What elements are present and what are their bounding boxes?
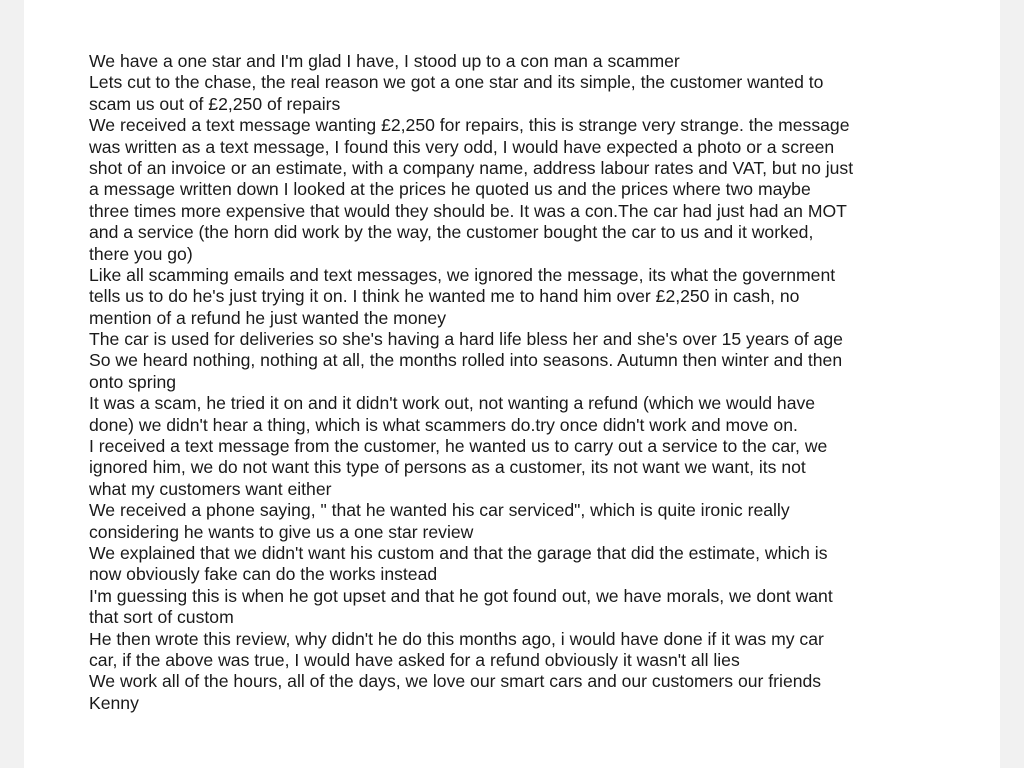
text-line: Lets cut to the chase, the real reason we got a one star and its simple, the customer wanted to: [89, 72, 824, 93]
review-response-text: [89, 51, 969, 714]
text-line: It was a scam, he tried it on and it didn't work out, not wanting a refund (which we would have: [89, 393, 816, 414]
text-line: I'm guessing this is when he got upset and that he got found out, we have morals, we dont want: [89, 585, 833, 606]
text-line: what my customers want either: [89, 478, 332, 499]
text-line: We received a phone saying, " that he wanted his car serviced", which is quite ironic really: [89, 500, 790, 521]
text-line: a message written down I looked at the prices he quoted us and the prices where two maybe: [89, 179, 811, 200]
text-line: mention of a refund he just wanted the money: [89, 307, 446, 328]
text-line: onto spring: [89, 371, 177, 392]
text-line: We explained that we didn't want his custom and that the garage that did the estimate, which is: [89, 542, 828, 563]
text-line: We have a one star and I'm glad I have, I stood up to a con man a scammer: [89, 51, 680, 71]
text-line: done) we didn't hear a thing, which is what scammers do.try once didn't work and move on.: [89, 414, 798, 435]
text-line: ignored him, we do not want this type of persons as a customer, its not want we want, its not: [89, 457, 806, 478]
text-line: there you go): [89, 243, 193, 264]
text-line: was written as a text message, I found this very odd, I would have expected a photo or a screen: [89, 136, 835, 157]
text-line: now obviously fake can do the works instead: [89, 564, 438, 585]
text-line: car, if the above was true, I would have asked for a refund obviously it wasn't all lies: [89, 649, 740, 670]
text-line: He then wrote this review, why didn't he do this months ago, i would have done if it was my car: [89, 628, 824, 649]
text-line: considering he wants to give us a one star review: [89, 521, 474, 542]
text-line: The car is used for deliveries so she's having a hard life bless her and she's over 15 years of age: [89, 329, 843, 350]
text-line: So we heard nothing, nothing at all, the months rolled into seasons. Autumn then winter and then: [89, 350, 843, 371]
text-line: three times more expensive that would they should be. It was a con.The car had just had an MOT: [89, 200, 847, 221]
text-line: We received a text message wanting £2,250 for repairs, this is strange very strange. the message: [89, 115, 850, 136]
text-line: Kenny: [89, 692, 139, 713]
text-line: shot of an invoice or an estimate, with a company name, address labour rates and VAT, but no just: [89, 157, 854, 178]
text-line: Like all scamming emails and text messages, we ignored the message, its what the government: [89, 264, 836, 285]
document-page: [24, 0, 1000, 768]
text-line: I received a text message from the customer, he wanted us to carry out a service to the car, we: [89, 436, 828, 457]
text-line: We work all of the hours, all of the days, we love our smart cars and our customers our friends: [89, 671, 822, 692]
text-line: and a service (the horn did work by the way, the customer bought the car to us and it worked,: [89, 222, 814, 243]
text-line: that sort of custom: [89, 607, 234, 628]
text-line: scam us out of £2,250 of repairs: [89, 93, 341, 114]
text-line: tells us to do he's just trying it on. I think he wanted me to hand him over £2,250 in cash, no: [89, 286, 800, 307]
